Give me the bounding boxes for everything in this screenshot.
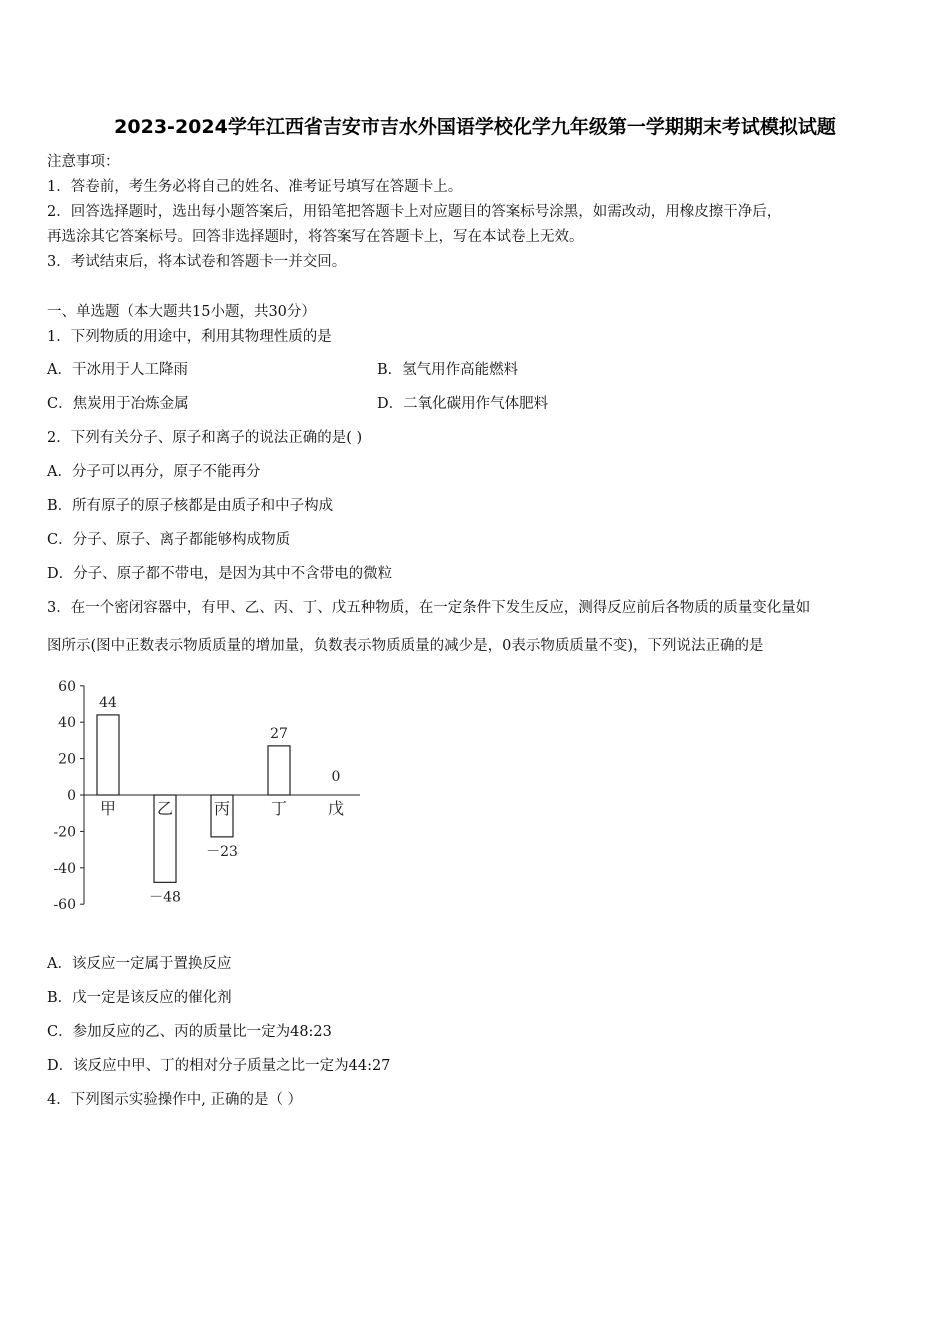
question-1-option-c: C．焦炭用于冶炼金属 — [47, 396, 189, 412]
notice-item: 1．答卷前，考生务必将自己的姓名、准考证号填写在答题卡上。 — [47, 179, 463, 195]
question-2-option-a: A．分子可以再分，原子不能再分 — [47, 464, 261, 480]
y-tick-label: 20 — [58, 751, 76, 768]
y-tick-label: -20 — [53, 824, 76, 841]
y-tick-label: 40 — [58, 715, 76, 732]
value-label: －23 — [206, 843, 238, 860]
question-2-stem: 2．下列有关分子、原子和离子的说法正确的是( ) — [47, 430, 363, 446]
question-3-option-d: D．该反应中甲、丁的相对分子质量之比一定为44:27 — [47, 1058, 391, 1074]
question-1-option-b: B．氢气用作高能燃料 — [377, 362, 519, 378]
notice-item: 再选涂其它答案标号。回答非选择题时，将答案写在答题卡上，写在本试卷上无效。 — [47, 229, 584, 245]
question-1-option-d: D．二氧化碳用作气体肥料 — [377, 396, 549, 412]
question-3-stem-continued: 图所示(图中正数表示物质质量的增加量，负数表示物质质量的减少是，0表示物质质量不变)，下列说法正确的是 — [47, 638, 764, 654]
y-tick-label: 0 — [67, 788, 76, 804]
section-heading: 一、单选题（本大题共15小题，共30分） — [47, 304, 316, 320]
category-label: 丁 — [270, 799, 288, 818]
category-label: 乙 — [156, 799, 174, 818]
value-label: 44 — [99, 694, 117, 711]
notice-item: 2．回答选择题时，选出每小题答案后，用铅笔把答题卡上对应题目的答案标号涂黑，如需改动，用橡皮擦干净后， — [47, 204, 782, 220]
bar-1 — [97, 715, 119, 795]
question-2-option-b: B．所有原子的原子核都是由质子和中子构成 — [47, 498, 334, 514]
notice-item: 3．考试结束后，将本试卷和答题卡一并交回。 — [47, 254, 347, 270]
category-label: 丙 — [213, 799, 231, 818]
category-label: 戊 — [327, 799, 345, 818]
y-tick-label: -60 — [53, 897, 76, 914]
exam-title: 2023-2024学年江西省吉安市吉水外国语学校化学九年级第一学期期末考试模拟试题 — [114, 116, 836, 138]
value-label: 0 — [331, 769, 341, 785]
question-3-stem: 3．在一个密闭容器中，有甲、乙、丙、丁、戊五种物质，在一定条件下发生反应，测得反应前后各物质的质量变化量如 — [47, 600, 811, 616]
question-3-option-c: C．参加反应的乙、丙的质量比一定为48:23 — [47, 1024, 332, 1040]
question-4-stem: 4．下列图示实验操作中, 正确的是（ ） — [47, 1092, 303, 1108]
notice-heading: 注意事项： — [47, 154, 120, 170]
value-label: －48 — [149, 889, 181, 906]
question-3-option-a: A．该反应一定属于置换反应 — [47, 956, 232, 972]
value-label: 27 — [270, 725, 288, 742]
bar-4 — [268, 746, 290, 795]
y-tick-label: -40 — [53, 860, 76, 877]
category-label: 甲 — [99, 799, 117, 818]
mass-change-bar-chart — [40, 672, 360, 922]
question-3-option-b: B．戊一定是该反应的催化剂 — [47, 990, 232, 1006]
question-2-option-c: C．分子、原子、离子都能够构成物质 — [47, 532, 291, 548]
question-1-option-a: A．干冰用于人工降雨 — [47, 362, 188, 378]
question-1-stem: 1．下列物质的用途中，利用其物理性质的是 — [47, 329, 332, 345]
question-2-option-d: D．分子、原子都不带电，是因为其中不含带电的微粒 — [47, 566, 393, 582]
y-tick-label: 60 — [58, 678, 76, 695]
